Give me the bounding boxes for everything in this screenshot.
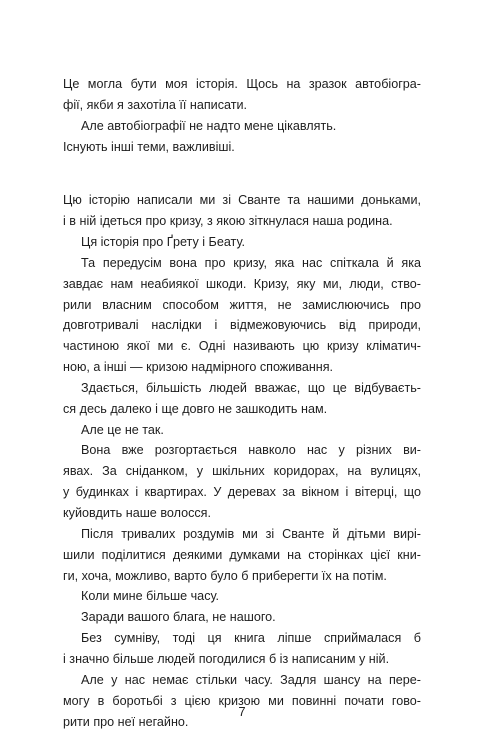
text-line: шили поділитися деякими думками на сторінках цієї кни-: [63, 547, 421, 562]
text-line: фії, якби я захотіла її написати.: [63, 97, 248, 112]
text-line: Заради вашого блага, не нашого.: [81, 610, 276, 625]
text-line: Вона вже розгортається навколо нас у різних ви-: [81, 443, 421, 458]
text-line: частиною якої ми є. Одні називають цю кризу кліматич-: [63, 339, 421, 354]
text-line: Після тривалих роздумів ми зі Сванте й дітьми вирі-: [81, 526, 421, 541]
text-line: куйовдить наше волосся.: [63, 506, 211, 520]
text-line: Без сумніву, тоді ця книга ліпше сприймалася б: [81, 631, 421, 646]
text-line: ги, хоча, можливо, варто було б приберегти їх на потім.: [63, 568, 387, 583]
text-line: Здається, більшість людей вважає, що це відбуваєть-: [81, 380, 421, 395]
text-line: Але у нас немає стільки часу. Задля шансу на пере-: [81, 672, 421, 687]
text-line: рили власним способом життя, не замислюючись про: [63, 297, 421, 312]
page-number: 7: [238, 704, 246, 719]
text-line: ся десь далеко і ще довго не зашкодить нам.: [63, 401, 328, 416]
text-line: Існують інші теми, важливіші.: [63, 139, 235, 154]
text-line: Але автобіографії не надто мене цікавлять.: [81, 118, 337, 133]
text-line: Коли мине більше часу.: [81, 589, 220, 604]
text-line: довготривалі наслідки і відмежовуючись від природи,: [63, 318, 421, 333]
text-line: Але це не так.: [81, 422, 164, 437]
text-line: Цю історію написали ми зі Сванте та нашими доньками,: [63, 193, 421, 208]
text-line: явах. За сніданком, у шкільних коридорах, на вулицях,: [63, 464, 421, 479]
text-line: Це могла бути моя історія. Щось на зразок автобіогра-: [63, 77, 421, 91]
text-line: ною, а інші — кризою надмірного споживання.: [63, 360, 334, 375]
text-line: і в ній ідеться про кризу, з якою зіткнулася наша родина.: [63, 214, 393, 229]
text-line: Ця історія про Ґрету і Беату.: [81, 234, 245, 249]
text-line: Та передусім вона про кризу, яка нас спіткала й яка: [81, 255, 421, 270]
text-line: могу в боротьбі з цією кризою ми повинні почати гово-: [63, 693, 421, 708]
text-line: і значно більше людей погодилися б із написаним у ній.: [63, 651, 390, 666]
text-line: рити про неї негайно.: [63, 714, 189, 729]
text-line: завдає нам неабиякої шкоди. Кризу, яку ми, люди, ство-: [63, 276, 421, 291]
text-line: у будинках і квартирах. У деревах за вікном і вітерці, що: [63, 485, 421, 500]
